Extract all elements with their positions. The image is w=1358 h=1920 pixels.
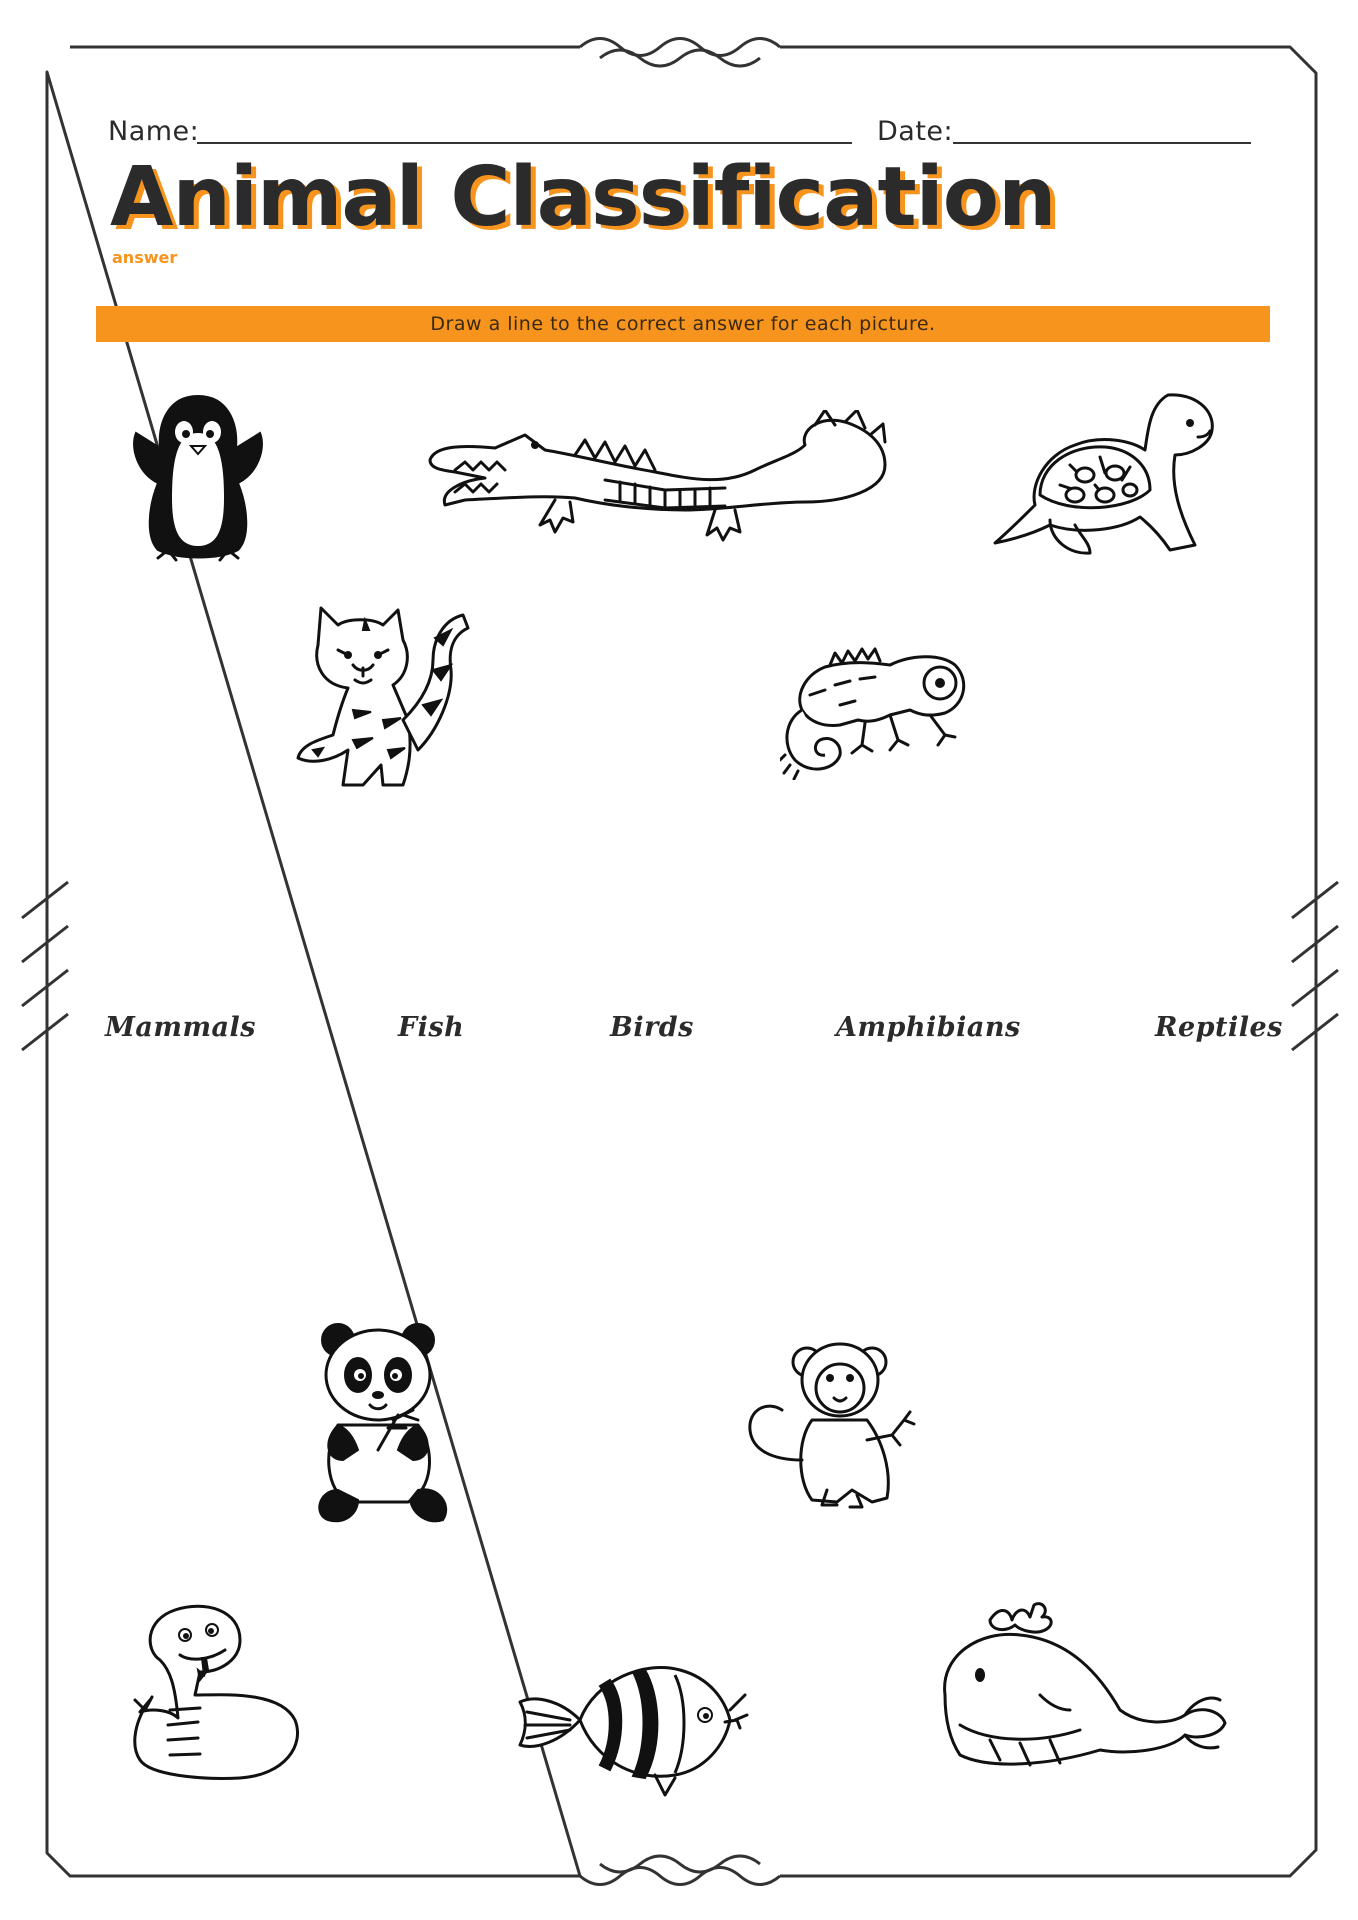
date-label: Date: — [877, 116, 954, 147]
tiger-icon[interactable] — [293, 600, 473, 795]
name-field[interactable] — [197, 142, 852, 144]
date-field[interactable] — [953, 142, 1251, 144]
panda-icon[interactable] — [318, 1320, 488, 1530]
category-reptiles[interactable]: Reptiles — [1155, 1012, 1283, 1043]
penguin-icon[interactable] — [128, 388, 268, 568]
page-title: Animal Classification — [110, 150, 1056, 245]
chameleon-icon[interactable] — [780, 645, 970, 780]
whale-icon[interactable] — [930, 1575, 1230, 1795]
instruction-banner — [96, 306, 1270, 342]
snake-icon[interactable] — [130, 1600, 305, 1790]
monkey-icon[interactable] — [742, 1340, 922, 1510]
category-amphibians[interactable]: Amphibians — [836, 1012, 1021, 1043]
category-fish[interactable]: Fish — [398, 1012, 465, 1043]
fish-icon[interactable] — [515, 1650, 750, 1800]
category-birds[interactable]: Birds — [610, 1012, 694, 1043]
name-label: Name: — [108, 116, 200, 147]
page-subtitle: answer — [112, 248, 178, 267]
category-mammals[interactable]: Mammals — [105, 1012, 256, 1043]
crocodile-icon[interactable] — [425, 410, 895, 545]
turtle-icon[interactable] — [990, 385, 1225, 570]
instruction-text: Draw a line to the correct answer for each picture. — [430, 313, 936, 335]
